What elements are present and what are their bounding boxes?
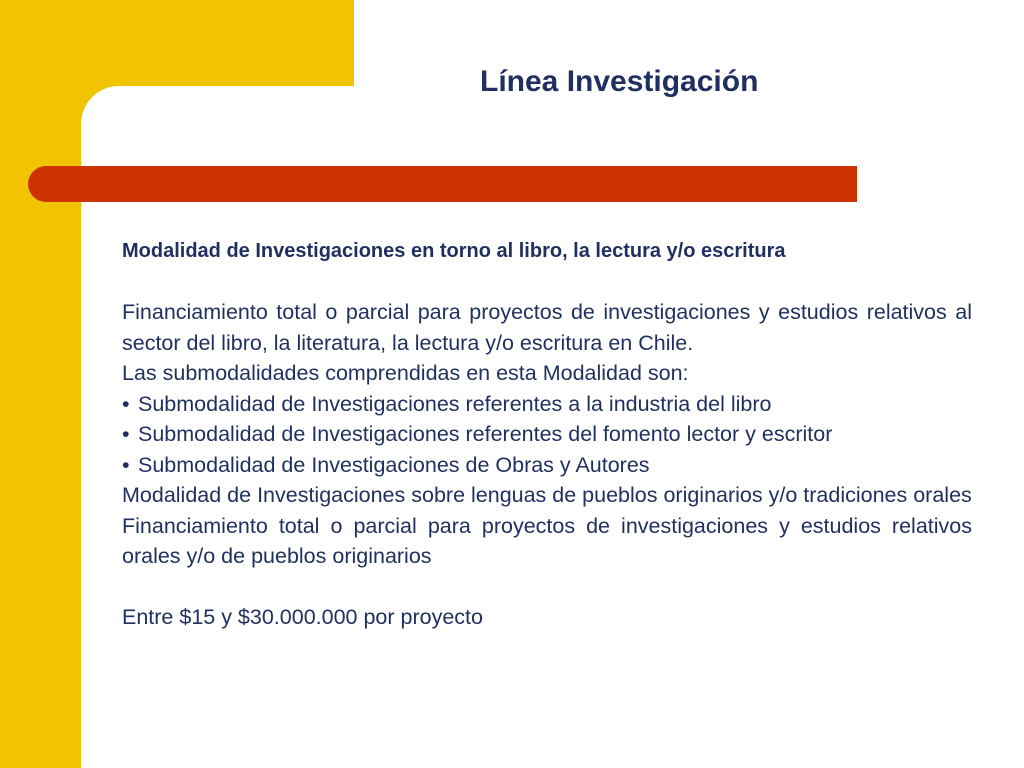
spacer [122,267,972,298]
modalidad-pueblos-originarios: Modalidad de Investigaciones sobre lenguas de pueblos originarios y/o tradiciones orales [122,483,972,507]
bullet-text: Submodalidad de Investigaciones de Obras y Autores [138,452,650,477]
slide-body [122,236,972,633]
bullet-icon: • [122,422,130,446]
slide-title: Línea Investigación [480,65,759,98]
bullet-icon: • [122,391,130,416]
bullet-text: Submodalidad de Investigaciones referentes a la industria del libro [138,391,772,416]
bullet-text: Submodalidad de Investigaciones referentes del fomento lector y escritor [138,422,833,446]
bullet-item [122,450,972,481]
red-divider-bar [28,166,857,202]
financing-paragraph: Financiamiento total o parcial para proyectos de investigaciones y estudios relativos al sector del libro, la literatura, la lectura y/o escritura en Chile. [122,300,972,355]
amount-text: Entre $15 y $30.000.000 por proyecto [122,605,483,629]
submodalities-intro: Las submodalidades comprendidas en esta Modalidad son: [122,361,689,385]
bullet-item [122,419,972,450]
spacer [122,572,972,603]
section-heading: Modalidad de Investigaciones en torno al libro, la lectura y/o escritura [122,240,786,262]
bullet-icon: • [122,452,130,477]
bullet-item [122,389,972,420]
financing-paragraph-2: Financiamiento total o parcial para proyectos de investigaciones y estudios relativos orales y/o de pueblos originarios [122,513,972,568]
